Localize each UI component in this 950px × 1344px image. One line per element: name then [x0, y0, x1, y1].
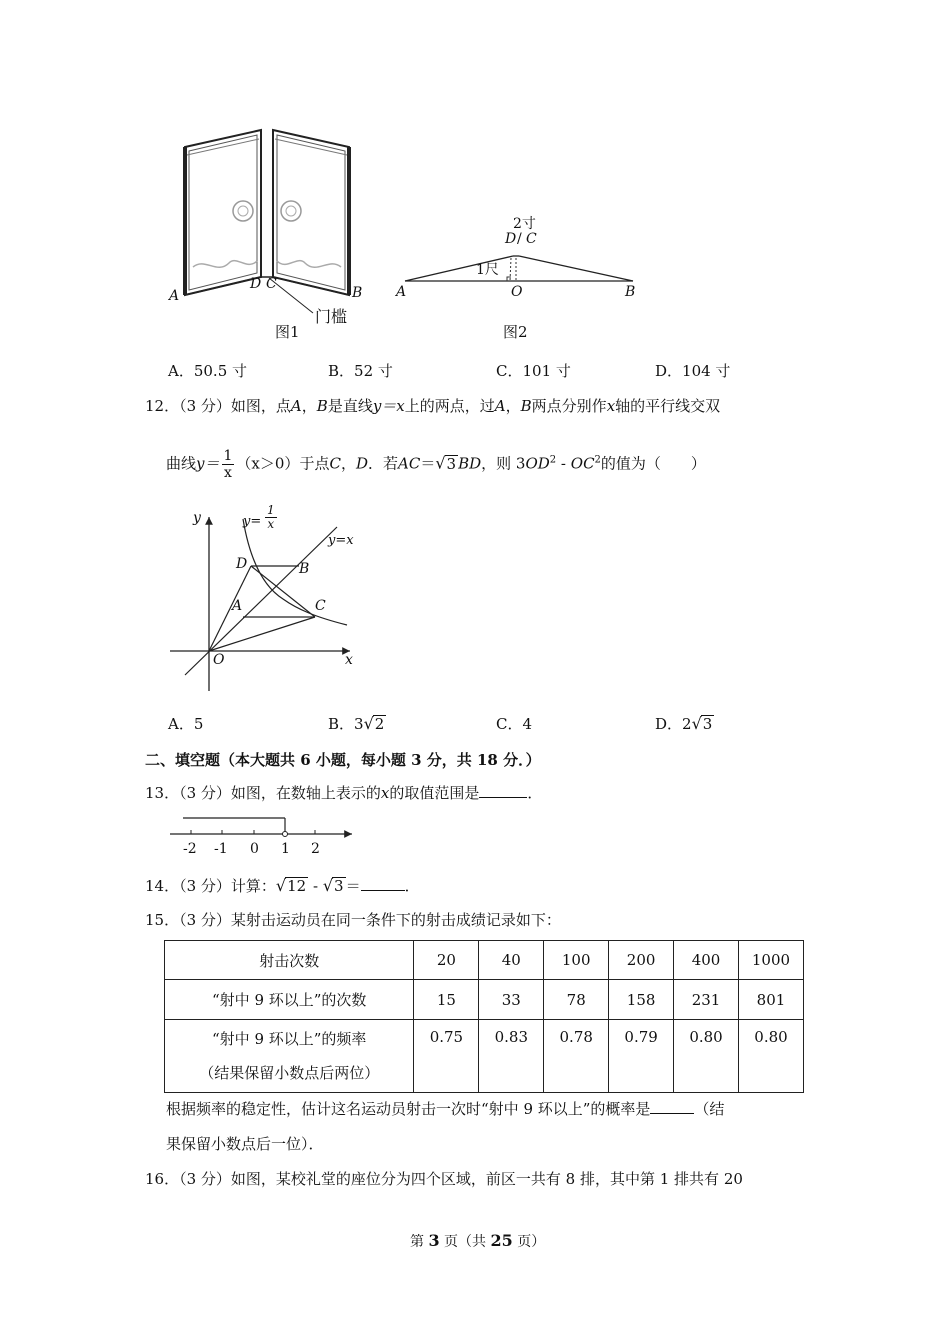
fig2-label-top: 2寸	[513, 216, 536, 232]
table-cell-head: “射中 9 环以上”的次数	[165, 980, 414, 1020]
fig2-label-b: B	[625, 284, 636, 300]
fig1-label-a: A	[169, 288, 180, 304]
q16-text: 16．（3 分）如图，某校礼堂的座位分为四个区域，前区一共有 8 排，其中第 1 排共有 20	[145, 1170, 743, 1188]
q11-option-b: B．52 寸	[328, 362, 393, 380]
q13-tick-neg1: -1	[214, 841, 228, 857]
table-cell-head: 射击次数	[165, 941, 414, 980]
table-cell: 33	[479, 980, 544, 1020]
q11-option-a: A．50.5 寸	[168, 362, 248, 380]
table-cell: 200	[609, 941, 674, 980]
q12-graph-curve-label: y=	[243, 514, 262, 529]
q12-graph-label-c: C	[315, 598, 326, 614]
table-cell: 40	[479, 941, 544, 980]
q12-graph-line-label: y=x	[328, 533, 354, 548]
table-cell-head: “射中 9 环以上”的频率 （结果保留小数点后两位）	[165, 1020, 414, 1093]
q11-option-c: C．101 寸	[496, 362, 571, 380]
table-cell: 20	[414, 941, 479, 980]
section-2-title: 二、填空题（本大题共 6 小题，每小题 3 分，共 18 分．）	[145, 751, 541, 769]
q12-option-a: A．5	[168, 715, 204, 733]
table-cell: 100	[544, 941, 609, 980]
fig1-threshold-label: 门槛	[315, 307, 348, 326]
page-footer: 第 3 页（共 25 页）	[410, 1231, 546, 1250]
q13-tick-2: 2	[311, 841, 320, 857]
fig2-label-a: A	[396, 284, 407, 300]
table-cell: 400	[674, 941, 739, 980]
q15-text: 15．（3 分）某射击运动员在同一条件下的射击成绩记录如下：	[145, 911, 561, 929]
q12-graph-label-o: O	[213, 652, 225, 668]
fig2-label-o: O	[511, 284, 523, 300]
q12-graph-y-label: y	[193, 510, 201, 526]
fig2-label-side: 1尺	[476, 262, 499, 278]
fig2-caption: 图2	[503, 323, 528, 341]
table-cell: 15	[414, 980, 479, 1020]
table-row	[165, 1020, 804, 1093]
q12-option-d: D．2√3	[655, 714, 713, 733]
table-row	[165, 980, 804, 1020]
q12-line-2: 曲线y＝ $\frac{1}{x}$ （x＞0）于点C，D．若AC＝√3 BD，则 $3OD^2 - OC^2$的值为（ ）	[166, 448, 706, 481]
q14-text: 14．（3 分）计算：√12 - √3 ＝ ．	[145, 876, 420, 895]
q12-graph-curve-fraction: $\frac{1}{x}$	[267, 503, 275, 531]
q12-option-c: C．4	[496, 715, 533, 733]
table-cell: 0.80	[738, 1020, 803, 1093]
fig1-caption: 图1	[275, 323, 300, 341]
q15-table	[164, 940, 804, 1093]
table-cell: 801	[738, 980, 803, 1020]
table-cell: 0.79	[609, 1020, 674, 1093]
table-cell: 0.80	[674, 1020, 739, 1093]
q12-graph-label-d: D	[236, 556, 248, 572]
fig1-label-b: B	[352, 285, 363, 301]
fig1-label-d: D	[250, 276, 262, 292]
q12-graph-label-b: B	[299, 561, 310, 577]
table-cell: 231	[674, 980, 739, 1020]
table-cell: 1000	[738, 941, 803, 980]
table-cell: 0.78	[544, 1020, 609, 1093]
q15-after-line-1: 根据频率的稳定性，估计这名运动员射击一次时“射中 9 环以上”的概率是 （结	[166, 1100, 725, 1118]
table-cell: 78	[544, 980, 609, 1020]
q13-text: 13．（3 分）如图，在数轴上表示的x的取值范围是 ．	[145, 784, 543, 802]
q12-graph-x-label: x	[345, 652, 353, 668]
table-row	[165, 941, 804, 980]
table-cell: 158	[609, 980, 674, 1020]
q12-fraction: $\frac{1}{x}$	[223, 448, 233, 481]
fig2-label-slash: /	[517, 231, 522, 247]
q13-tick-neg2: -2	[183, 841, 197, 857]
q12-line-1: 12．（3 分）如图，点A，B是直线y＝x上的两点，过A，B两点分别作x轴的平行线交双	[145, 397, 721, 415]
q13-number-line	[165, 812, 360, 842]
q15-after-line-2: 果保留小数点后一位）．	[166, 1135, 324, 1153]
q12-option-b: B．3√2	[328, 714, 385, 733]
q13-tick-0: 0	[250, 841, 259, 857]
q11-option-d: D．104 寸	[655, 362, 731, 380]
q13-tick-1: 1	[281, 841, 290, 857]
fig2-label-c: C	[526, 231, 537, 247]
table-cell: 0.75	[414, 1020, 479, 1093]
table-cell: 0.83	[479, 1020, 544, 1093]
fig2-label-d: D	[505, 231, 517, 247]
fig1-label-c: C	[266, 276, 277, 292]
q12-graph-label-a: A	[232, 598, 243, 614]
